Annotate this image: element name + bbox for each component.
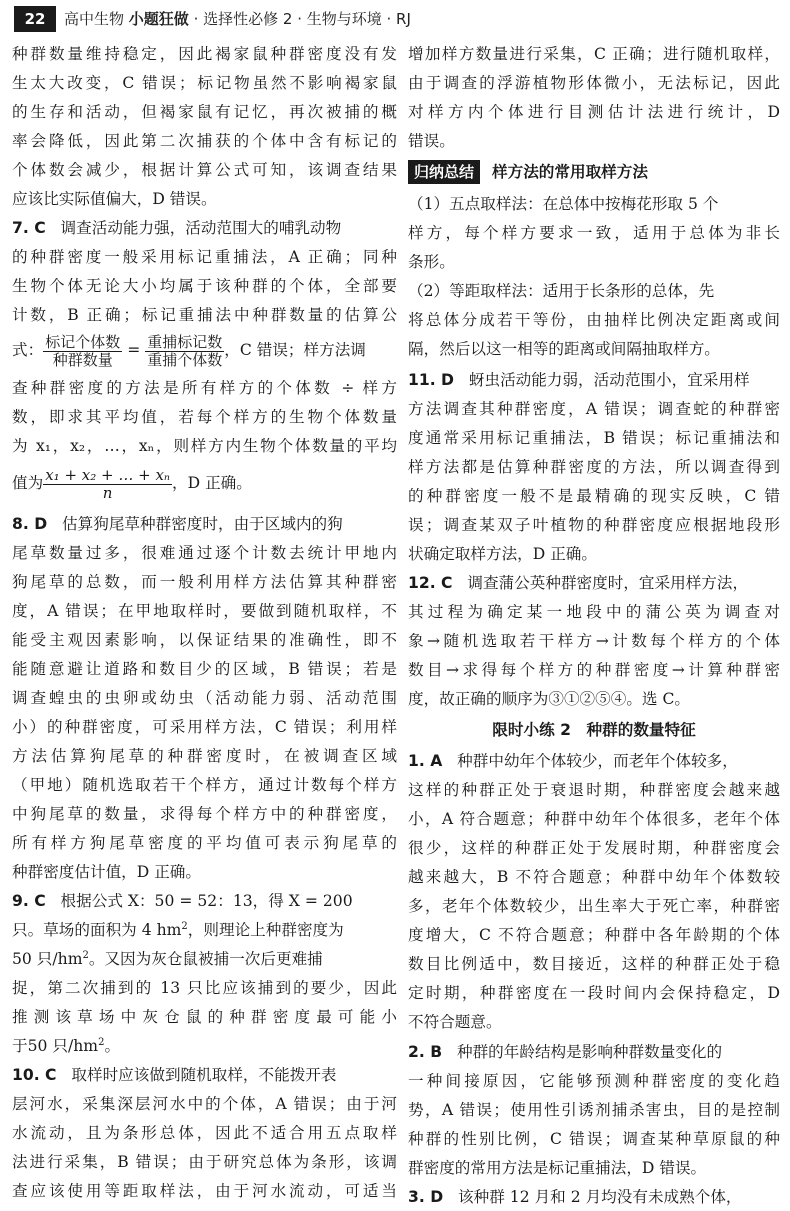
- text-line: 推测该草场中灰仓鼠的种群密度最可能小: [12, 1008, 397, 1026]
- formula-suffix: ，D 正确。: [172, 474, 252, 492]
- answer-number: 7. C: [12, 219, 46, 237]
- text-line: 数目→求得每个样方的种群密度→计算种群密: [408, 661, 780, 679]
- text-line: 该种群 12 月和 2 月均没有未成熟个体，: [458, 1188, 742, 1206]
- page-number: 22: [14, 6, 56, 32]
- text-line: 对样方内个体进行目测估计法进行统计，D: [408, 103, 780, 121]
- text-line: 其过程为确定某一地段中的蒲公英为调查对: [408, 603, 780, 621]
- text-line: 种群密度估计值，D 正确。: [12, 863, 201, 881]
- fraction: [145, 334, 224, 369]
- text-line: 度，故正确的顺序为③①②⑤④。选 C。: [408, 690, 690, 708]
- equals-sign: =: [127, 341, 141, 359]
- text-line: 条形。: [408, 253, 455, 271]
- question-10: [12, 1061, 397, 1089]
- text-line: 方法调查其种群密度，A 错误；调查蛇的种群密: [408, 400, 780, 418]
- numerator: x₁ + x₂ + … + xₙ: [45, 465, 171, 484]
- text-line: 增加样方数量进行采集，C 正确；进行随机取样，: [408, 45, 780, 63]
- answer-number: 12. C: [408, 574, 453, 592]
- running-title: [64, 8, 411, 30]
- text-line: [12, 945, 397, 973]
- text-line: [12, 1032, 397, 1060]
- text-line: [12, 916, 397, 944]
- text-part: 于50 只/hm: [12, 1037, 99, 1055]
- text-line: 取样时应该做到随机取样，不能拨开表: [71, 1066, 337, 1084]
- text-line: 率会降低，因此第二次捕获的个体中含有标记的: [12, 132, 397, 150]
- text-line: 误；调查某双子叶植物的种群密度应根据地段形: [408, 516, 780, 534]
- text-line: 小，A 符合题意；种群中幼年个体很多，老年个体: [408, 810, 780, 828]
- question-7: [12, 214, 397, 242]
- title-prefix: 高中生物: [64, 10, 125, 28]
- superscript: 2: [98, 1036, 105, 1048]
- formula-prefix: 值为: [12, 474, 44, 492]
- denominator: 重捕个体数: [147, 350, 223, 369]
- summary-tag: 归纳总结: [408, 160, 480, 184]
- text-line: 错误。: [408, 132, 455, 150]
- question-11: [408, 366, 780, 394]
- text-line: 将总体分成若干等份，由抽样比例决定距离或间: [408, 311, 780, 329]
- answer-number: 11. D: [408, 371, 454, 389]
- text-line: （甲地）随机选取若干个样方，通过计数每个样方: [12, 776, 397, 794]
- text-line: 数，即求其平均值，若每个样方的生物个体数量: [12, 408, 397, 426]
- text-line: 种群的性别比例，C 错误；调查某种草原鼠的种: [408, 1130, 780, 1148]
- text-line: 能随意避让道路和数目少的区域，B 错误；若是: [12, 660, 397, 678]
- answer-number: 3. D: [408, 1188, 444, 1206]
- text-line: 种群中幼年个体较少，而老年个体较多，: [457, 752, 738, 770]
- text-line: 狗尾草的总数，而一般利用样方法估算其种群密: [12, 573, 397, 591]
- text-line: 小）的种群密度，可采用样方法，C 错误；利用样: [12, 718, 397, 736]
- text-line: 调查活动能力强，活动范围大的哺乳动物: [60, 219, 342, 237]
- text-line: 群密度的常用方法是标记重捕法，D 错误。: [408, 1159, 707, 1177]
- answer-number: 10. C: [12, 1066, 57, 1084]
- superscript: 2: [181, 920, 188, 932]
- text-line: 查种群密度的方法是所有样方的个体数 ÷ 样方: [12, 379, 397, 397]
- text-line: 这样的种群正处于衰退时期，种群密度会越来越: [408, 781, 780, 799]
- page-header: [0, 0, 790, 40]
- section-title: 限时小练 2 种群的数量特征: [492, 721, 696, 739]
- text-line: 定时期，种群密度在一段时间内会保持稳定，D: [408, 984, 780, 1002]
- brand-logo-text: 小题狂做: [128, 10, 189, 28]
- text-line: 计数，B 正确；标记重捕法中种群数量的估算公: [12, 306, 397, 324]
- text-line: 象→随机选取若干样方→计数每个样方的个体: [408, 632, 780, 650]
- question-9: [12, 887, 397, 915]
- text-line: 种群数量维持稳定，因此褐家鼠种群密度没有发: [12, 45, 397, 63]
- text-line: 层河水，采集深层河水中的个体，A 错误；由于河: [12, 1095, 397, 1113]
- text-line: 估算狗尾草种群密度时，由于区域内的狗: [62, 515, 343, 533]
- answer-number: 2. B: [408, 1043, 443, 1061]
- text-line: 的种群密度一般采用标记重捕法，A 正确；同种: [12, 248, 397, 266]
- text-line: 蚜虫活动能力弱，活动范围小，宜采用样: [468, 371, 750, 389]
- formula-prefix: 式：: [12, 341, 44, 359]
- text-part: 50 只/hm: [12, 950, 83, 968]
- numerator: 标记个体数: [45, 332, 121, 351]
- text-line: 不符合题意。: [408, 1013, 502, 1031]
- fraction: [43, 334, 122, 369]
- text-part: 。又因为灰仓鼠被捕一次后更难捕: [88, 950, 323, 968]
- text-line: 很少，这样的种群正处于发展时期，种群密度会: [408, 839, 780, 857]
- numerator: 重捕标记数: [147, 332, 223, 351]
- title-suffix: · 选择性必修 2 · 生物与环境 · RJ: [193, 10, 411, 28]
- text-line: （1）五点取样法：在总体中按梅花形取 5 个: [408, 195, 719, 213]
- summary-header: [408, 158, 780, 186]
- text-line: 个体数会减少，根据计算公式可知，该调查结果: [12, 161, 397, 179]
- denominator: 种群数量: [52, 350, 113, 369]
- text-line: 度通常采用标记重捕法，B 错误；标记重捕法和: [408, 429, 780, 447]
- text-line: 尾草数量过多，很难通过逐个计数去统计甲地内: [12, 544, 397, 562]
- text-line: 捉，第二次捕到的 13 只比应该捕到的要少，因此: [12, 979, 397, 997]
- text-line: 越来越大，B 不符合题意；种群中幼年个体数较: [408, 868, 780, 886]
- text-line: 中狗尾草的数量，求得每个样方中的种群密度，: [12, 805, 397, 823]
- text-line: 状确定取样方法，D 正确。: [408, 545, 597, 563]
- question-12: [408, 569, 780, 597]
- text-line: 查应该使用等距取样法，由于河水流动，可适当: [12, 1182, 397, 1200]
- text-line: 应该比实际值偏大，D 错误。: [12, 190, 217, 208]
- denominator: n: [102, 483, 113, 502]
- text-line: 为 x₁，x₂，…，xₙ，则样方内生物个体数量的平均: [12, 437, 397, 455]
- answer-2: [408, 1038, 780, 1066]
- text-line: 调查蝗虫的虫卵或幼虫（活动能力弱、活动范围: [12, 689, 397, 707]
- text-part: 只。草场的面积为 4 hm: [12, 921, 182, 939]
- answer-number: 9. C: [12, 892, 46, 910]
- text-line: 势，A 错误；使用性引诱剂捕杀害虫，目的是控制: [408, 1101, 780, 1119]
- text-line: 样方法都是估算种群密度的方法，所以调查得到: [408, 458, 780, 476]
- text-line: 种群的年龄结构是影响种群数量变化的: [456, 1043, 723, 1061]
- text-line: 样方，每个样方要求一致，适用于总体为非长: [408, 224, 780, 242]
- text-line: 法进行采集，B 错误；由于研究总体为条形，该调: [12, 1153, 397, 1171]
- answer-number: 1. A: [408, 752, 443, 770]
- formula-suffix: ，C 错误；样方法调: [224, 341, 366, 359]
- superscript: 2: [82, 949, 89, 961]
- answer-3: [408, 1183, 780, 1211]
- text-line: 所有样方狗尾草密度的平均值可表示狗尾草的: [12, 834, 397, 852]
- summary-title: 样方法的常用取样方法: [492, 163, 648, 181]
- text-line: 生物个体无论大小均属于该种群的个体，全部要: [12, 277, 397, 295]
- text-line: 调查蒲公英种群密度时，宜采用样方法，: [467, 574, 749, 592]
- text-part: 。: [104, 1037, 121, 1055]
- text-line: 由于调查的浮游植物形体微小，无法标记，因此: [408, 74, 780, 92]
- text-line: 方法估算狗尾草的种群密度时，在被调查区域: [12, 747, 397, 765]
- text-line: 根据公式 X：50 = 52：13，得 X = 200: [60, 892, 353, 910]
- text-line: 隔，然后以这一相等的距离或间隔抽取样方。: [408, 340, 720, 358]
- text-line: 多，老年个体数较少，出生率大于死亡率，种群密: [408, 897, 780, 915]
- text-line: 的生存和活动，但褐家鼠有记忆，再次被捕的概: [12, 103, 397, 121]
- fraction: [43, 467, 172, 502]
- text-line: 度，A 错误；在甲地取样时，要做到随机取样，不: [12, 602, 397, 620]
- text-line: 水流动，且为条形总体，因此不适合用五点取样: [12, 1124, 397, 1142]
- text-line: 生太大改变，C 错误；标记物虽然不影响褐家鼠: [12, 74, 397, 92]
- formula-line: [12, 328, 397, 372]
- text-line: 的种群密度一般不是最精确的现实反映，C 错: [408, 487, 780, 505]
- text-part: ，则理论上种群密度为: [187, 921, 344, 939]
- text-line: 一种间接原因，它能够预测种群密度的变化趋: [408, 1072, 780, 1090]
- text-line: （2）等距取样法：适用于长条形的总体，先: [408, 282, 715, 300]
- answer-1: [408, 747, 780, 775]
- answer-number: 8. D: [12, 515, 48, 533]
- formula-line: [12, 460, 397, 506]
- text-line: 数目比例适中，数目接近，这样的种群正处于稳: [408, 955, 780, 973]
- question-8: [12, 510, 397, 538]
- text-line: 能受主观因素影响，以保证结果的准确性，即不: [12, 631, 397, 649]
- text-line: 度增大，C 不符合题意；种群中各年龄期的个体: [408, 926, 780, 944]
